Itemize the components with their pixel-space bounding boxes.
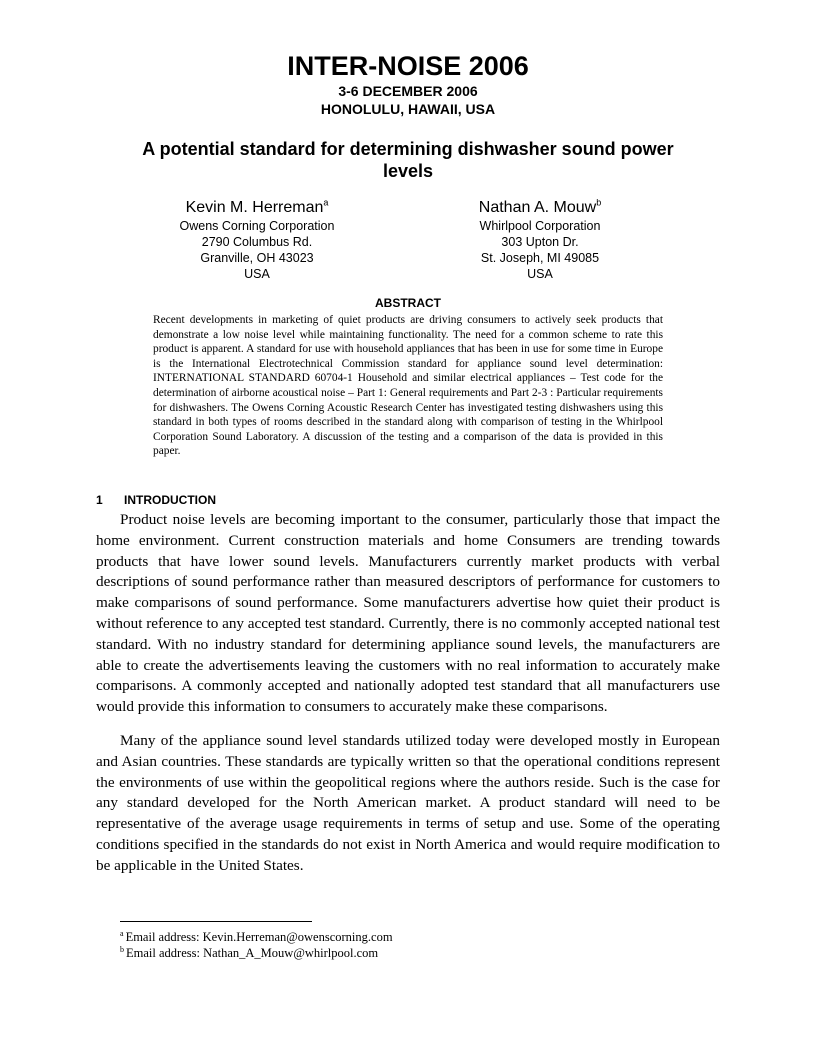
conference-location: HONOLULU, HAWAII, USA — [320, 101, 496, 117]
author-block — [137, 198, 377, 282]
footnote-divider — [120, 921, 312, 922]
footnote-mark: b — [120, 944, 124, 954]
author-street: 2790 Columbus Rd. — [201, 235, 313, 249]
author-name-text: Kevin M. Herreman — [185, 199, 324, 216]
author-block — [420, 198, 660, 282]
abstract-heading: ABSTRACT — [375, 296, 441, 310]
paper-title: A potential standard for determining dishwasher sound power levels — [142, 139, 674, 181]
body-paragraph: Many of the appliance sound level standards utilized today were developed mostly in European and Asian countries. These standards are typically written so that the operational conditions represent the environments of use within the geopolitical regions where the authors reside. Such is the case for any standard developed for the North American market. A product standard will need to be representative of the average usage requirements in terms of setup and use. Some of the operating conditions specified in the standards do not exist in North America and would require modification to be applicable in the United States. — [96, 732, 720, 874]
section-title: INTRODUCTION — [124, 493, 216, 507]
conference-dates: 3-6 DECEMBER 2006 — [338, 83, 478, 99]
body-paragraph: Product noise levels are becoming important to the consumer, particularly those that impact the home environment. Current construction materials and home Consumers are trending towards products that have lower sound levels. Manufacturers currently market products with verbal descriptions of sound performance rather than measured descriptors of performance for customers to make comparisons of sound performance. Some manufacturers advertise how quiet their product is without reference to any accepted test standard. Currently, there is no commonly accepted national test standard. With no industry standard for determining appliance sound levels, the manufacturers are able to create the advertisements leaving the customers with no real information to accurately make comparisons. A commonly accepted and nationally adopted test standard that all manufacturers use would provide this information to consumers to accurately make these comparisons. — [96, 511, 720, 716]
footnote — [120, 929, 393, 945]
author-footnote-mark: a — [323, 197, 329, 208]
section-heading — [96, 493, 216, 508]
author-name — [137, 198, 377, 218]
author-affiliation: Whirlpool Corporation — [479, 219, 601, 233]
author-country: USA — [244, 267, 270, 281]
footnote-mark: a — [120, 928, 124, 938]
abstract-text: Recent developments in marketing of quiet products are driving consumers to actively seek products that demonstrate a low noise level while maintaining functionality. The need for a common scheme to rate this product is apparent. A standard for use with household appliances that has been in use for some time in Europe is the International Electrotechnical Commission standard for appliance sound level determination: INTERNATIONAL STANDARD 60704-1 Household and similar electrical appliances – Test code for the determination of airborne acoustical noise – Part 1: General requirements and Part 2-3 : Particular requirements for dishwashers. The Owens Corning Acoustic Research Center has investigated testing dishwashers using this standard in both types of rooms described in the standard along with comparison of testing in the Whirlpool Corporation Sound Laboratory. A discussion of the testing and a comparison of the data is provided in this paper. — [153, 314, 663, 458]
section-number: 1 — [96, 493, 103, 507]
author-country: USA — [527, 267, 553, 281]
author-city: St. Joseph, MI 49085 — [480, 251, 600, 265]
footnote — [120, 945, 378, 961]
author-affiliation: Owens Corning Corporation — [179, 219, 335, 233]
author-name — [420, 198, 660, 218]
author-city: Granville, OH 43023 — [200, 251, 314, 265]
author-footnote-mark: b — [596, 197, 602, 208]
author-street: 303 Upton Dr. — [501, 235, 579, 249]
footnote-text: Email address: Nathan_A_Mouw@whirlpool.com — [126, 946, 379, 960]
footnote-text: Email address: Kevin.Herreman@owenscorning.com — [125, 930, 393, 944]
author-name-text: Nathan A. Mouw — [478, 199, 597, 216]
conference-title: INTER-NOISE 2006 — [287, 51, 529, 81]
